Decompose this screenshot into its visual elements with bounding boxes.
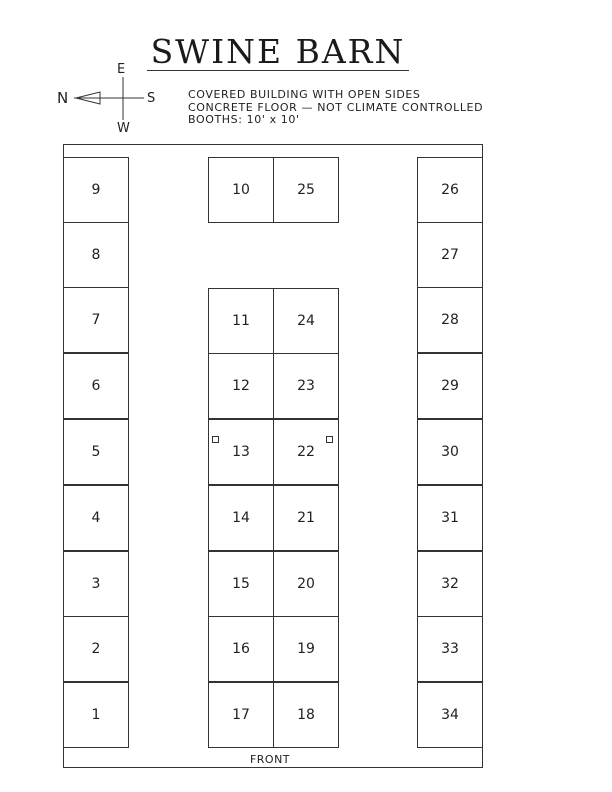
booth-number: 3 <box>91 576 101 592</box>
booth[interactable] <box>63 222 129 288</box>
booth-number: 33 <box>441 641 459 657</box>
booth[interactable] <box>273 419 339 485</box>
booth[interactable] <box>417 353 483 419</box>
booth[interactable] <box>63 616 129 682</box>
booth[interactable] <box>417 682 483 748</box>
booth-number: 20 <box>297 576 315 592</box>
booth-number: 19 <box>297 641 315 657</box>
front-label: FRONT <box>249 753 291 766</box>
building-notes <box>188 89 483 127</box>
support-post-icon <box>326 436 333 443</box>
booth[interactable] <box>417 222 483 288</box>
booth-number: 11 <box>232 313 250 329</box>
booth-number: 16 <box>232 641 250 657</box>
booth-number: 34 <box>441 707 459 723</box>
booth-number: 9 <box>91 182 101 198</box>
booth-number: 17 <box>232 707 250 723</box>
booth[interactable] <box>273 616 339 682</box>
booth[interactable] <box>273 485 339 551</box>
booth[interactable] <box>63 353 129 419</box>
page-title: SWINE BARN <box>150 32 406 71</box>
booth[interactable] <box>208 682 274 748</box>
booth-number: 6 <box>91 378 101 394</box>
support-post-icon <box>212 436 219 443</box>
booth[interactable] <box>273 682 339 748</box>
booth-number: 7 <box>91 312 101 328</box>
booth-number: 8 <box>91 247 101 263</box>
booth[interactable] <box>208 551 274 617</box>
booth[interactable] <box>63 157 129 223</box>
compass-north-label: N <box>57 89 69 107</box>
booth-number: 30 <box>441 444 459 460</box>
note-line: CONCRETE FLOOR — NOT CLIMATE CONTROLLED <box>188 100 484 114</box>
booth-number: 5 <box>91 444 101 460</box>
note-line: BOOTHS: 10' x 10' <box>188 113 300 126</box>
booth[interactable] <box>63 682 129 748</box>
booth-number: 28 <box>441 312 459 328</box>
booth[interactable] <box>208 616 274 682</box>
booth-number: 2 <box>91 641 101 657</box>
booth[interactable] <box>63 419 129 485</box>
booth-number: 12 <box>232 378 250 394</box>
booth[interactable] <box>273 288 339 354</box>
booth[interactable] <box>208 353 274 419</box>
booth-number: 21 <box>297 510 315 526</box>
booth[interactable] <box>208 419 274 485</box>
booth-number: 14 <box>232 510 250 526</box>
booth-number: 18 <box>297 707 315 723</box>
booth[interactable] <box>273 551 339 617</box>
booth-number: 24 <box>297 313 315 329</box>
booth[interactable] <box>273 353 339 419</box>
compass-west-label: W <box>117 121 130 136</box>
booth[interactable] <box>417 551 483 617</box>
booth[interactable] <box>417 419 483 485</box>
booth-number: 1 <box>91 707 101 723</box>
compass-east-label: E <box>117 62 126 77</box>
booth[interactable] <box>208 157 274 223</box>
booth-number: 27 <box>441 247 459 263</box>
note-line: COVERED BUILDING WITH OPEN SIDES <box>188 88 421 101</box>
booth[interactable] <box>208 288 274 354</box>
booth-number: 23 <box>297 378 315 394</box>
booth-number: 31 <box>441 510 459 526</box>
booth[interactable] <box>63 551 129 617</box>
booth-number: 13 <box>232 444 250 460</box>
booth[interactable] <box>273 157 339 223</box>
booth[interactable] <box>417 287 483 353</box>
booth-number: 22 <box>297 444 315 460</box>
booth-number: 32 <box>441 576 459 592</box>
booth[interactable] <box>208 485 274 551</box>
compass-south-label: S <box>147 91 156 106</box>
booth-number: 26 <box>441 182 459 198</box>
booth-number: 29 <box>441 378 459 394</box>
booth-number: 4 <box>91 510 101 526</box>
booth[interactable] <box>417 616 483 682</box>
booth-number: 10 <box>232 182 250 198</box>
booth[interactable] <box>417 157 483 223</box>
booth[interactable] <box>417 485 483 551</box>
booth[interactable] <box>63 485 129 551</box>
booth-number: 15 <box>232 576 250 592</box>
booth[interactable] <box>63 287 129 353</box>
booth-number: 25 <box>297 182 315 198</box>
